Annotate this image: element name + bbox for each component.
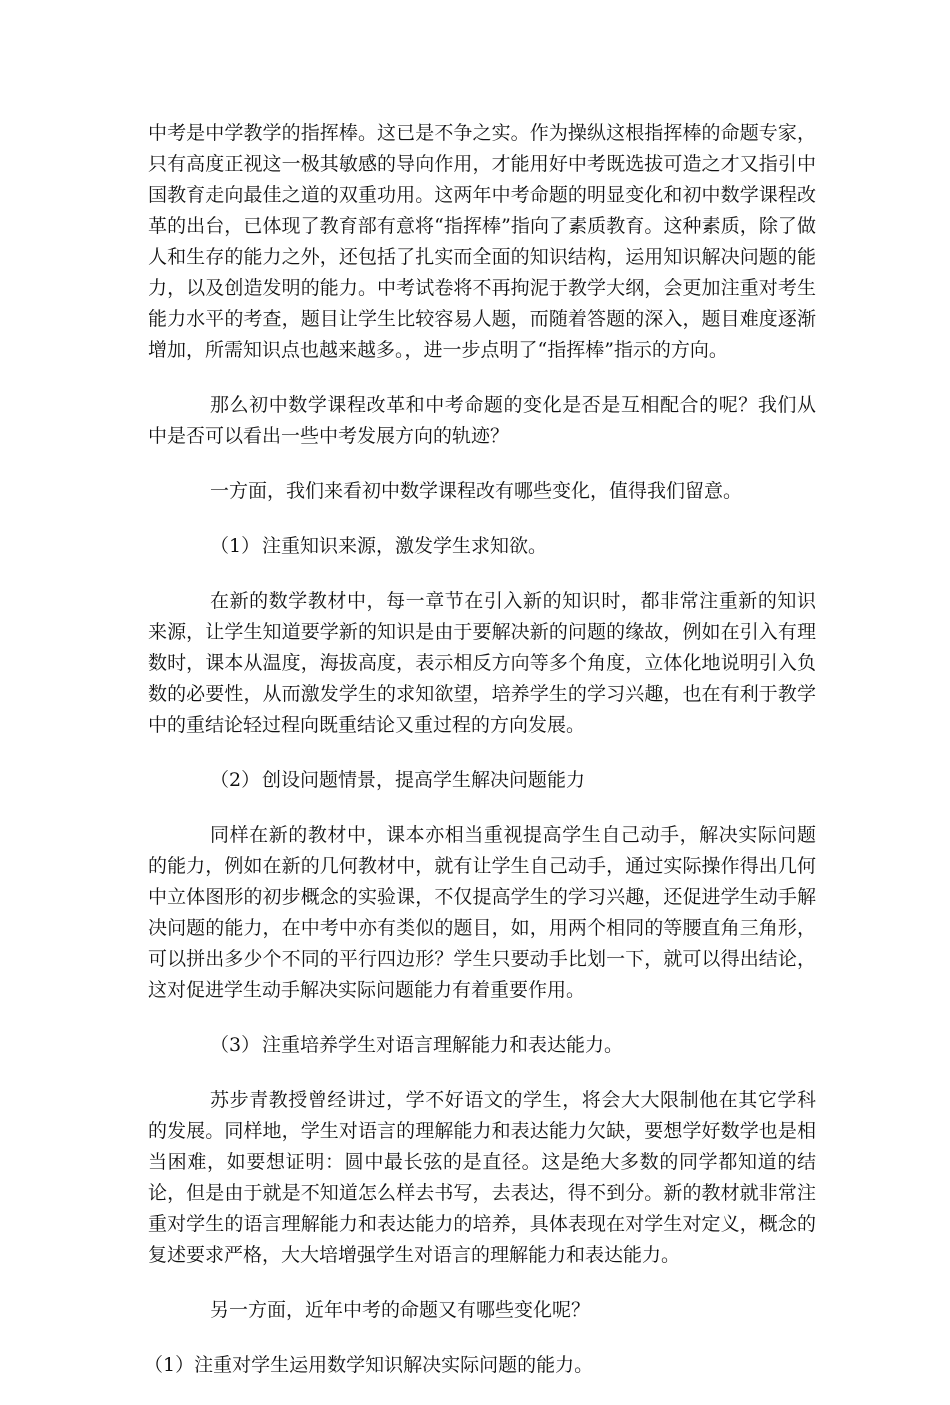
document-body: [144, 118, 816, 1405]
paragraph-problem-solving: 同样在新的教材中，课本亦相当重视提高学生自己动手，解决实际问题的能力，例如在新的几何教材中，就有让学生自己动手，通过实际操作得出几何中立体图形的初步概念的实验课，不仅提高学生的学习兴趣，还促进学生动手解决问题的能力，在中考中亦有类似的题目，如，用两个相同的等腰直角三角形，可以拼出多少个不同的平行四边形？学生只要动手比划一下，就可以得出结论，这对促进学生动手解决实际问题能力有着重要作用。: [148, 824, 816, 1001]
section-number-1: （1）: [210, 535, 261, 557]
section-title-3: 注重培养学生对语言理解能力和表达能力。: [262, 1034, 624, 1056]
paragraph-knowledge-source: 在新的数学教材中，每一章节在引入新的知识时，都非常注重新的知识来源，让学生知道要学新的知识是由于要解决新的问题的缘故，例如在引入有理数时，课本从温度，海拔高度，表示相反方向等多个角度，立体化地说明引入负数的必要性，从而激发学生的求知欲望，培养学生的学习兴趣，也在有利于教学中的重结论轻过程向既重结论又重过程的方向发展。: [148, 590, 816, 736]
section-title-2: 创设问题情景，提高学生解决问题能力: [262, 769, 586, 791]
section-number-3: （3）: [210, 1034, 261, 1056]
list-item-exam-change-1: （1）注重对学生运用数学知识解决实际问题的能力。: [144, 1354, 594, 1376]
section-heading-2: [148, 765, 816, 796]
paragraph-language-ability: 苏步青教授曾经讲过，学不好语文的学生，将会大大限制他在其它学科的发展。同样地，学生对语言的理解能力和表达能力欠缺，要想学好数学也是相当困难，如要想证明：圆中最长弦的是直径。这是绝大多数的同学都知道的结论，但是由于就是不知道怎么样去书写，去表达，得不到分。新的教材就非常注重对学生的语言理解能力和表达能力的培养，具体表现在对学生对定义，概念的复述要求严格，大大培增强学生对语言的理解能力和表达能力。: [148, 1089, 816, 1266]
section-title-1: 注重知识来源，激发学生求知欲。: [262, 535, 548, 557]
paragraph-curriculum-changes: 一方面，我们来看初中数学课程改有哪些变化，值得我们留意。: [210, 480, 743, 502]
section-heading-3: [148, 1030, 816, 1061]
paragraph-question: 那么初中数学课程改革和中考命题的变化是否是互相配合的呢？我们从中是否可以看出一些中考发展方向的轨迹？: [148, 394, 816, 447]
paragraph-intro: 中考是中学教学的指挥棒。这已是不争之实。作为操纵这根指挥棒的命题专家，只有高度正视这一极其敏感的导向作用，才能用好中考既选拔可造之才又指引中国教育走向最佳之道的双重功用。这两年中考命题的明显变化和初中数学课程改革的出台，已体现了教育部有意将“指挥棒”指向了素质教育。这种素质，除了做人和生存的能力之外，还包括了扎实而全面的知识结构，运用知识解决问题的能力，以及创造发明的能力。中考试卷将不再拘泥于教学大纲，会更加注重对考生能力水平的考查，题目让学生比较容易人题，而随着答题的深入，题目难度逐渐增加，所需知识点也越来越多。，进一步点明了“指挥棒”指示的方向。: [148, 122, 816, 361]
paragraph-exam-changes: 另一方面，近年中考的命题又有哪些变化呢？: [210, 1299, 591, 1321]
section-heading-1: [148, 531, 816, 562]
section-number-2: （2）: [210, 769, 261, 791]
